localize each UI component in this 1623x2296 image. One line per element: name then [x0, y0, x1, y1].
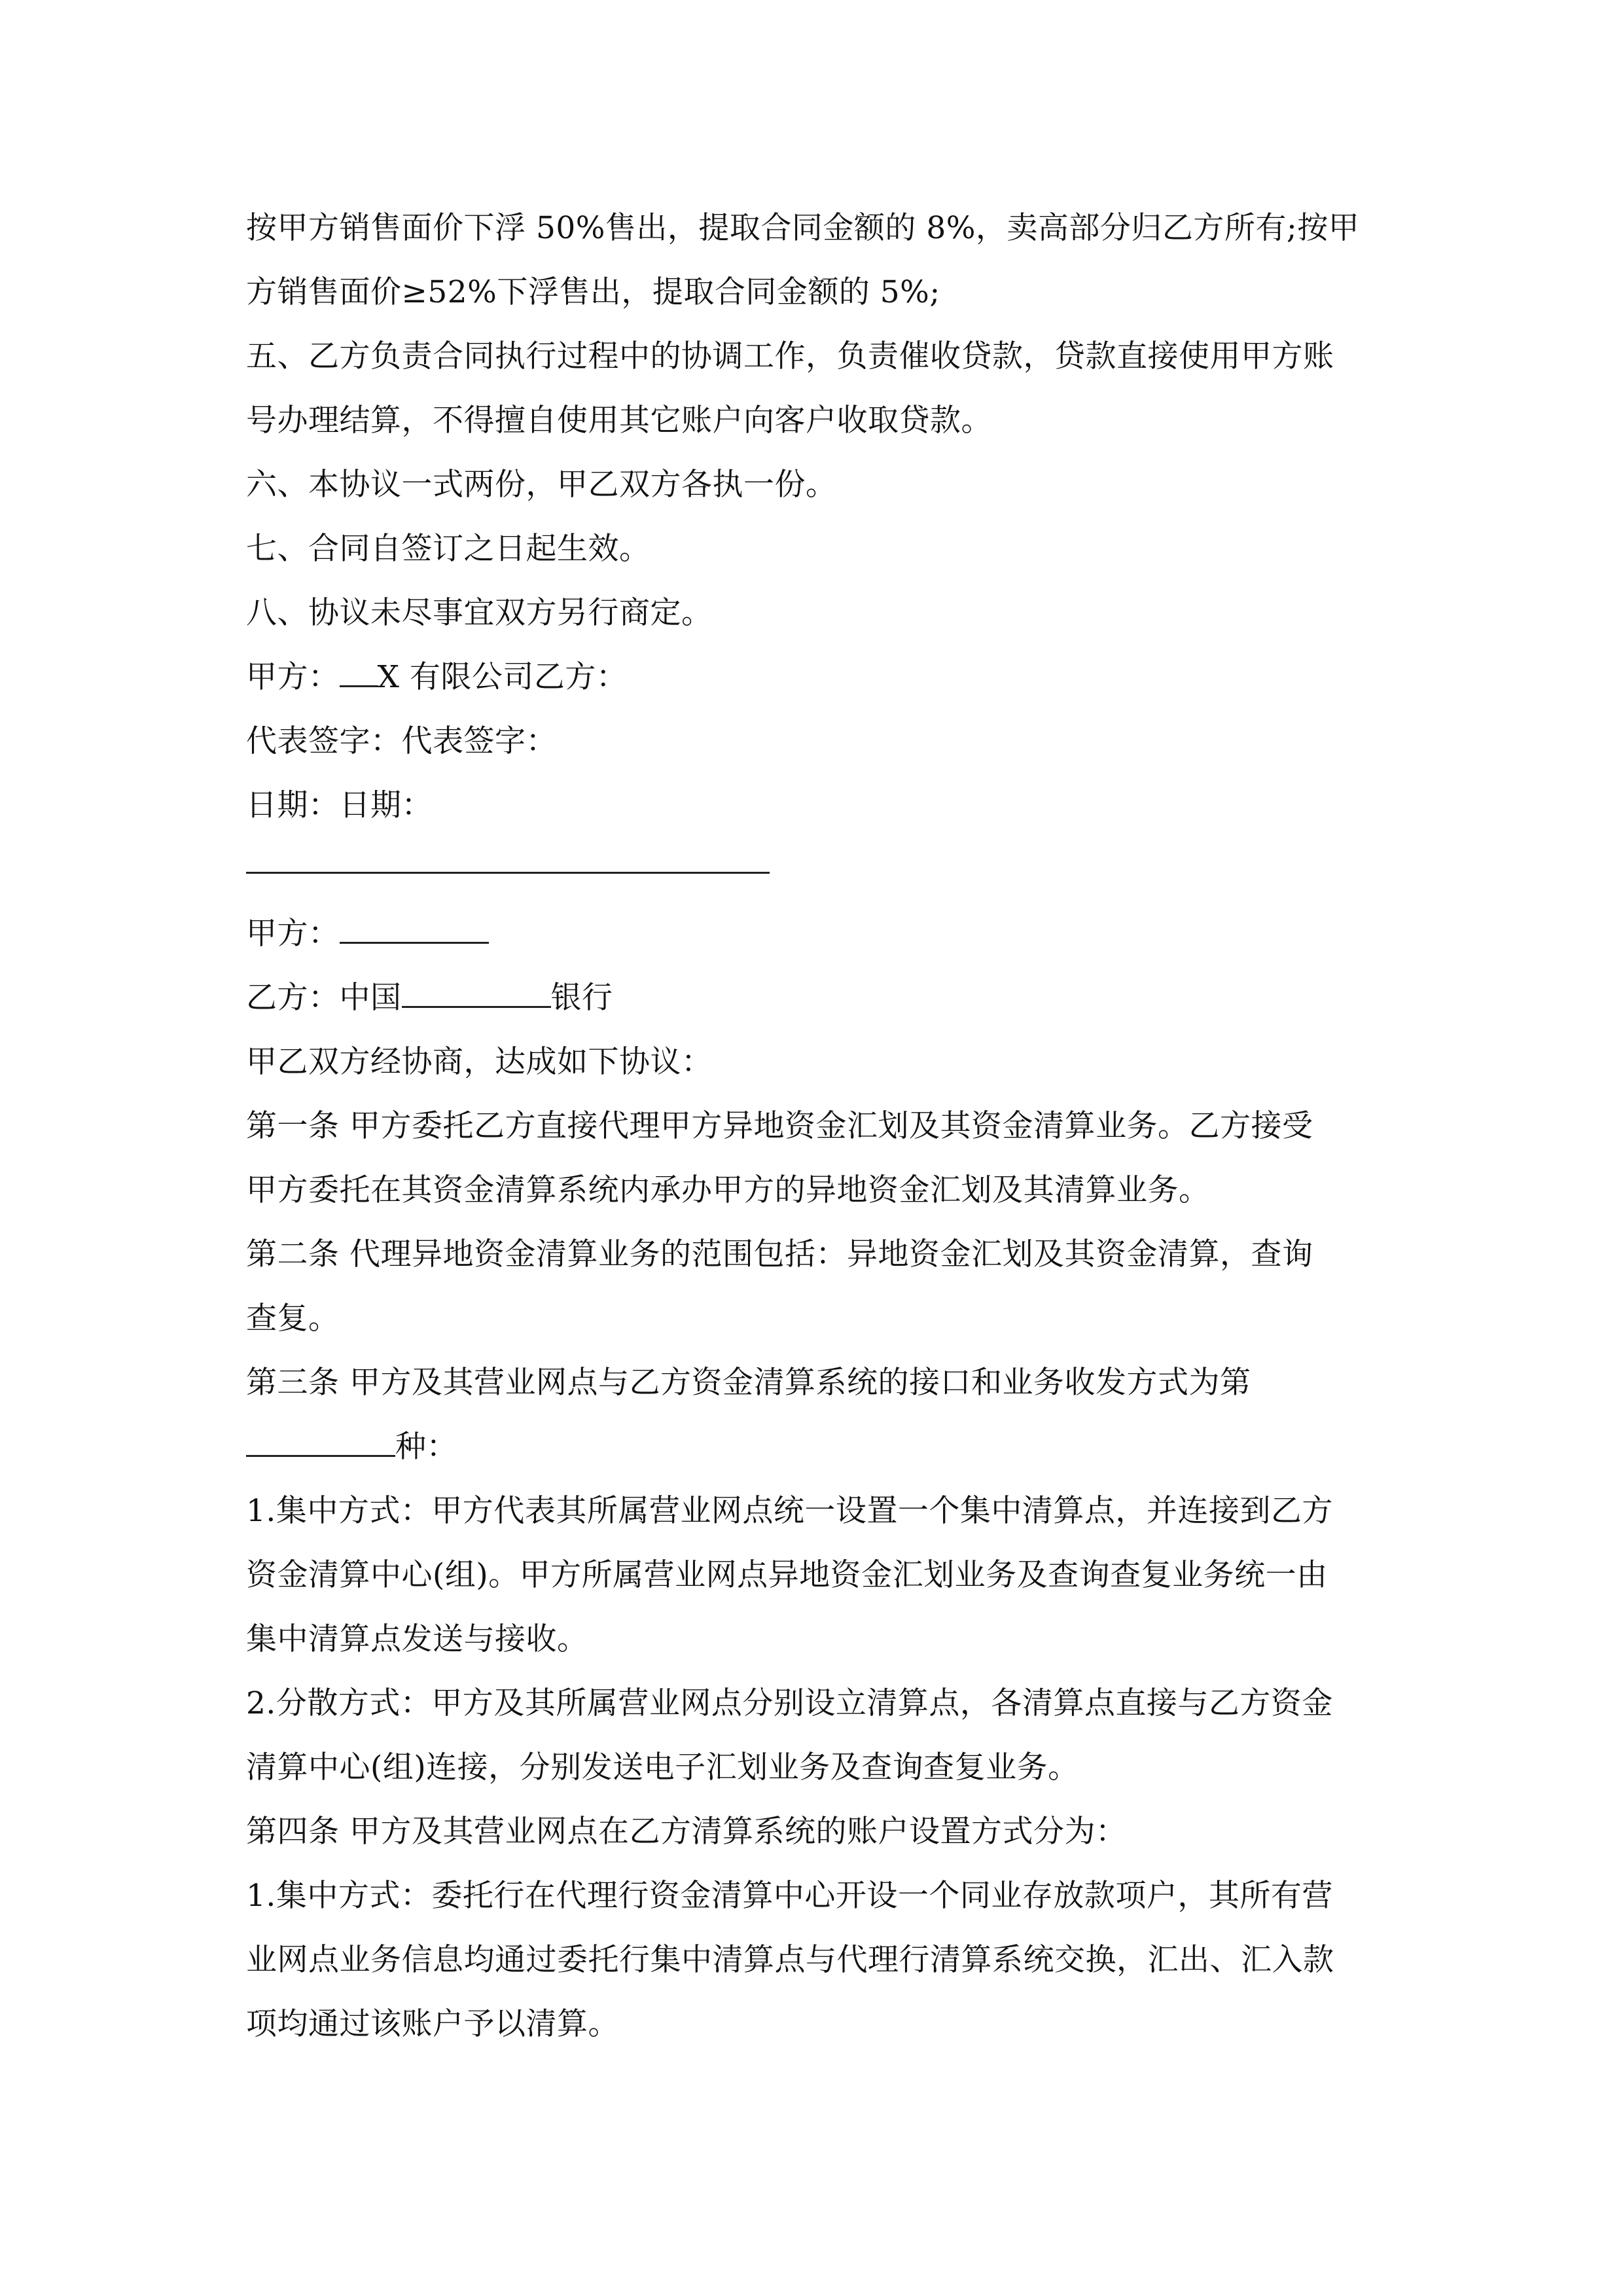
party-b-bank-blank — [402, 980, 551, 1008]
paragraph-line: 按甲方销售面价下浮 50%售出，提取合同金额的 8%，卖高部分归乙方所有;按甲 — [246, 210, 1360, 246]
method-line: 第四条 甲方及其营业网点在乙方清算系统的账户设置方式分为： — [246, 1814, 1127, 1850]
party-b-line — [246, 966, 1385, 1030]
paragraph-line: 五、乙方负责合同执行过程中的协调工作，负责催收贷款，贷款直接使用甲方账 — [246, 338, 1334, 374]
signature-date-line: 日期：日期： — [246, 787, 433, 823]
agreement-line: 第二条 代理异地资金清算业务的范围包括：异地资金汇划及其资金清算，查询 — [246, 1236, 1313, 1272]
method-line: 项均通过该账户予以清算。 — [246, 2006, 619, 2042]
party-a-company: X 有限公司乙方： — [377, 659, 628, 695]
method-line: 集中清算点发送与接收。 — [246, 1621, 588, 1657]
paragraph-line: 八、协议未尽事宜双方另行商定。 — [246, 595, 713, 631]
method-line: 2.分散方式：甲方及其所属营业网点分别设立清算点，各清算点直接与乙方资金 — [246, 1685, 1333, 1721]
agreement-line: 甲方委托在其资金清算系统内承办甲方的异地资金汇划及其清算业务。 — [246, 1172, 1210, 1208]
party-a-line — [246, 902, 1385, 966]
method-line: 1.集中方式：甲方代表其所属营业网点统一设置一个集中清算点，并连接到乙方 — [246, 1493, 1333, 1529]
document-body — [246, 196, 1385, 2056]
signature-representative-line: 代表签字：代表签字： — [246, 723, 557, 759]
paragraph-line: 七、合同自签订之日起生效。 — [246, 531, 651, 567]
party-a-label: 甲方： — [246, 916, 340, 952]
paragraph-line: 号办理结算，不得擅自使用其它账户向客户收取贷款。 — [246, 403, 992, 439]
kind-blank — [246, 1429, 395, 1457]
paragraph-line: 方销售面价≥52%下浮售出，提取合同金额的 5%; — [246, 274, 940, 310]
agreement-line: 甲乙双方经协商，达成如下协议： — [246, 1044, 713, 1080]
signature-party-line — [246, 645, 1385, 709]
section-separator — [246, 838, 1385, 902]
agreement-line: 查复。 — [246, 1300, 340, 1336]
kind-line — [246, 1415, 1385, 1479]
party-a-name-blank — [340, 916, 489, 944]
method-line: 资金清算中心(组)。甲方所属营业网点异地资金汇划业务及查询查复业务统一由 — [246, 1557, 1328, 1593]
party-b-suffix: 银行 — [550, 980, 613, 1016]
party-b-prefix: 乙方：中国 — [246, 980, 402, 1016]
method-line: 1.集中方式：委托行在代理行资金清算中心开设一个同业存放款项户，其所有营 — [246, 1878, 1333, 1914]
party-a-blank — [340, 659, 378, 687]
paragraph-line: 六、本协议一式两份，甲乙双方各执一份。 — [246, 467, 837, 503]
agreement-line: 第三条 甲方及其营业网点与乙方资金清算系统的接口和业务收发方式为第 — [246, 1365, 1251, 1401]
method-line: 业网点业务信息均通过委托行集中清算点与代理行清算系统交换，汇出、汇入款 — [246, 1942, 1334, 1978]
agreement-line: 第一条 甲方委托乙方直接代理甲方异地资金汇划及其资金清算业务。乙方接受 — [246, 1108, 1313, 1144]
party-a-prefix: 甲方： — [246, 659, 340, 695]
kind-suffix: 种： — [395, 1429, 457, 1465]
method-line: 清算中心(组)连接，分别发送电子汇划业务及查询查复业务。 — [246, 1749, 1079, 1785]
separator-rule — [246, 838, 770, 874]
